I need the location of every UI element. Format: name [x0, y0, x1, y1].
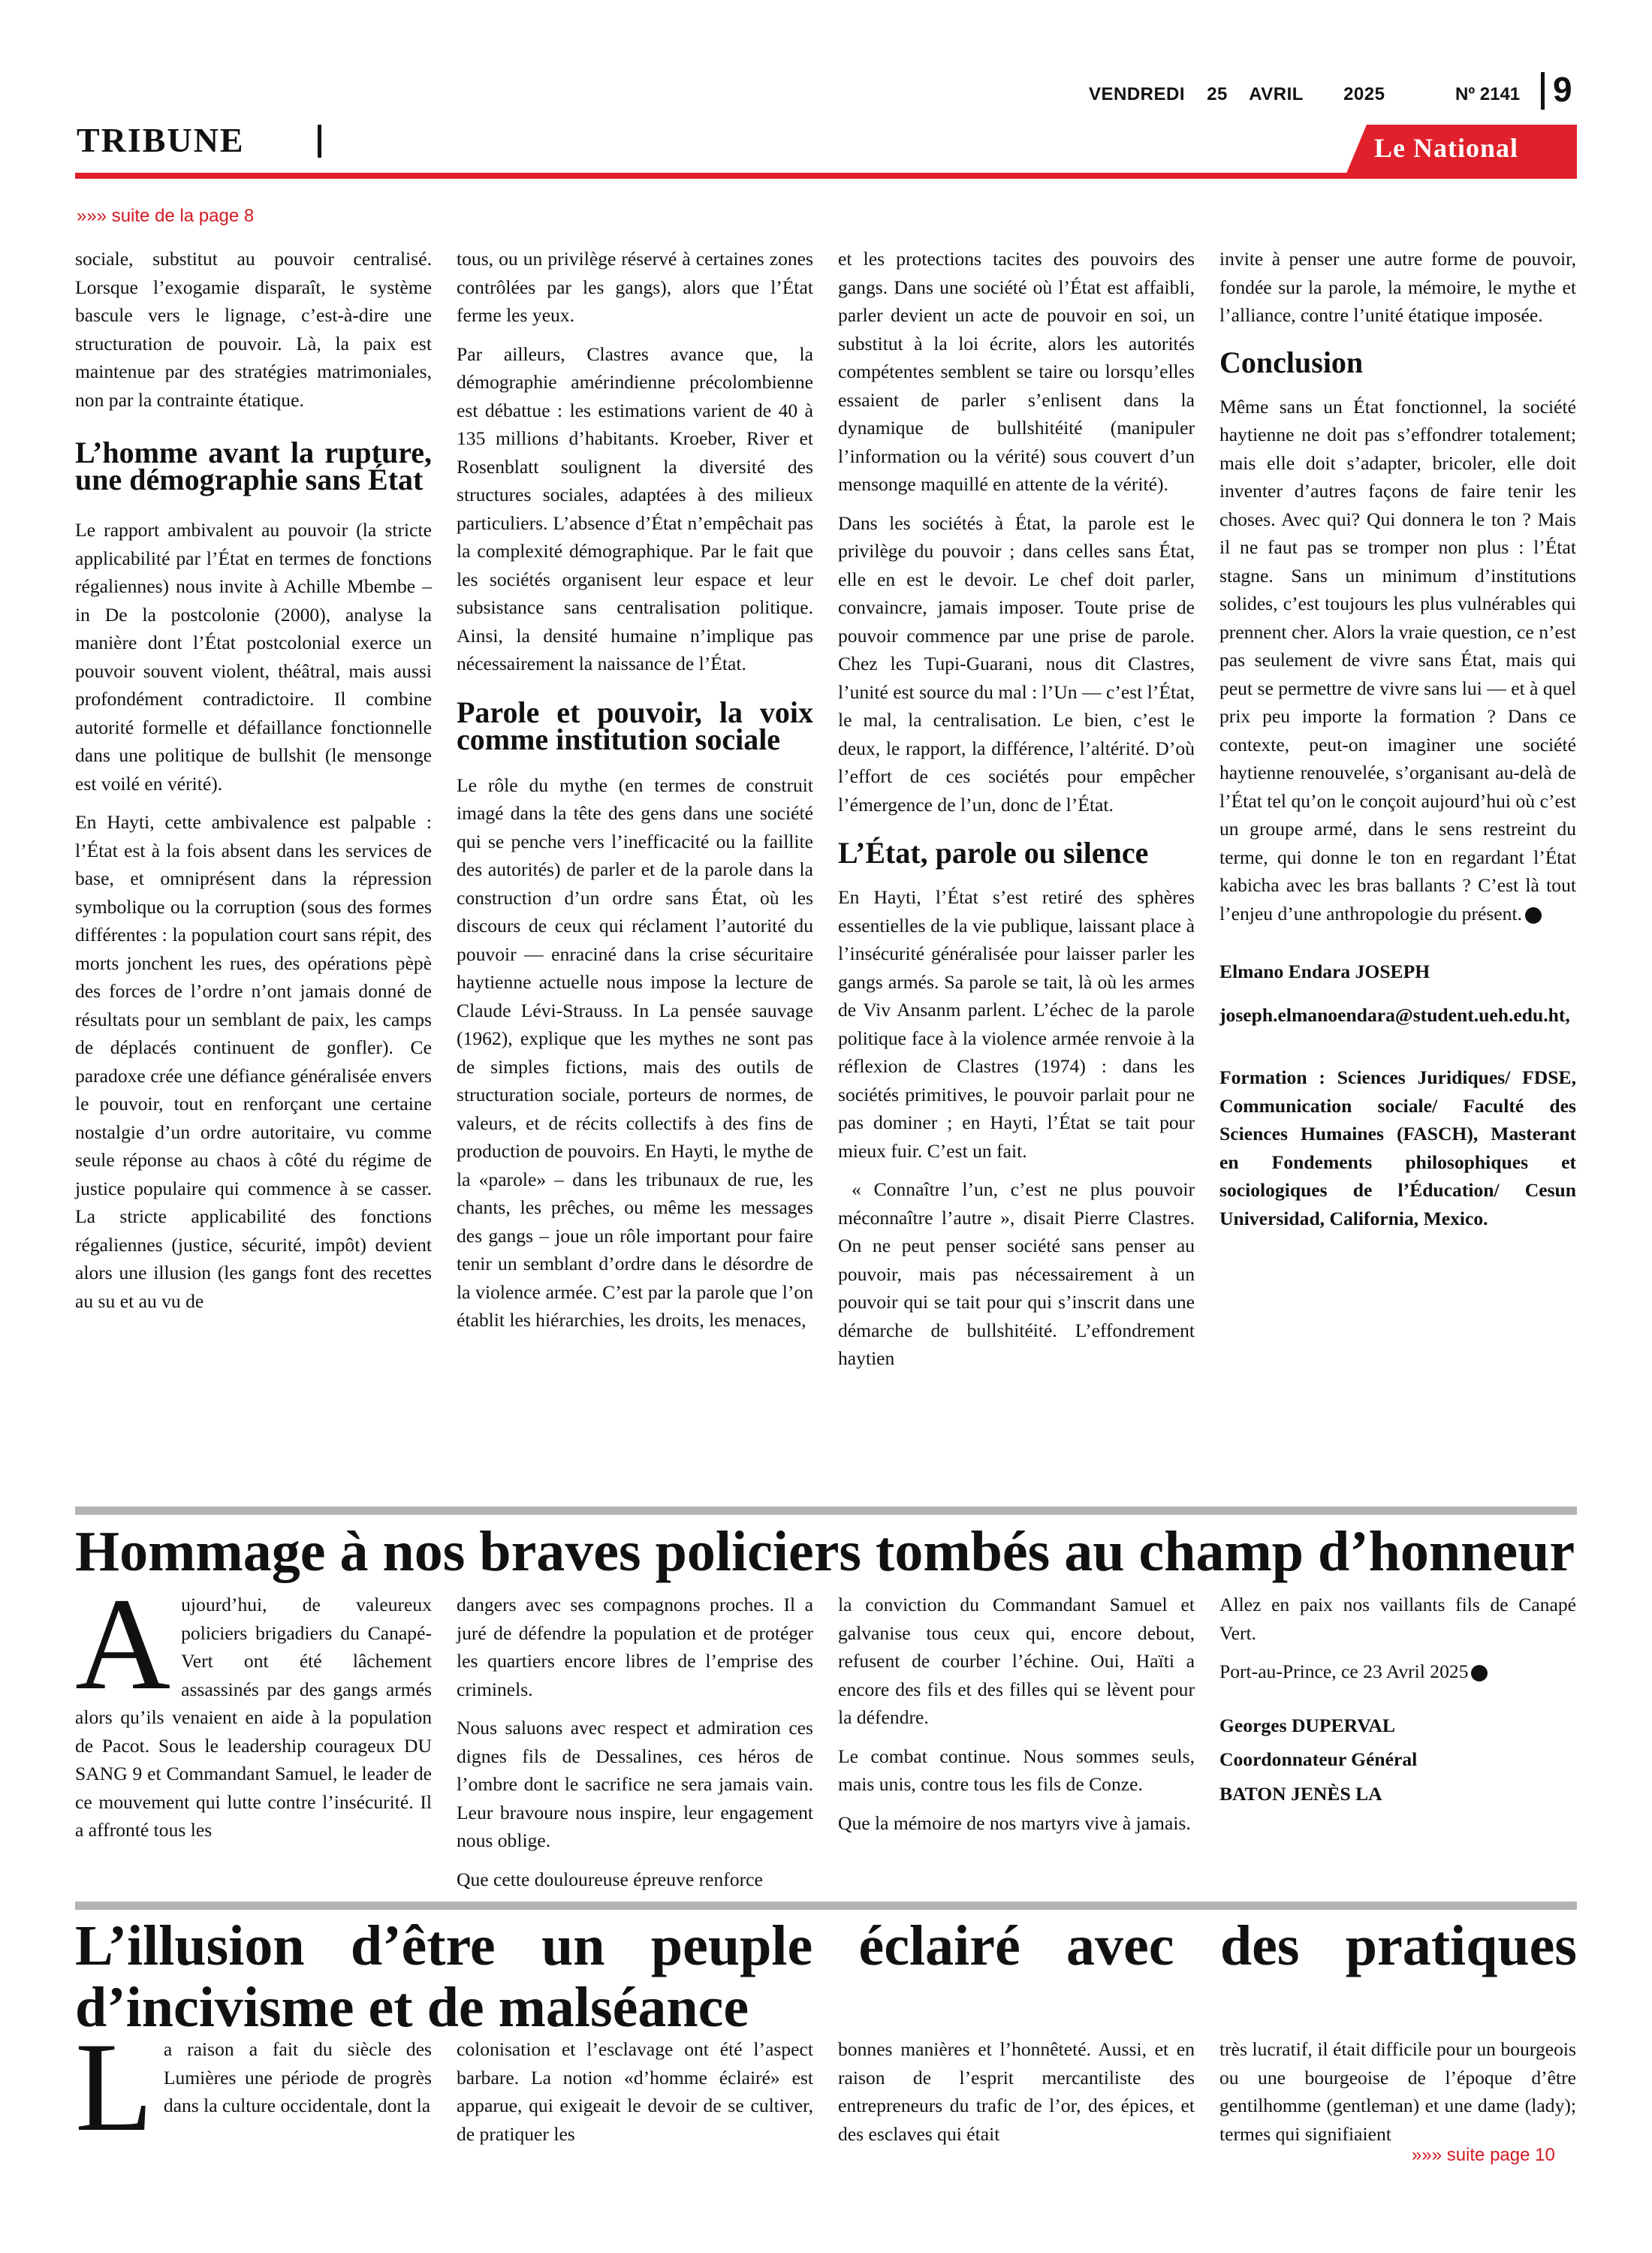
issue-year: 2025: [1343, 84, 1385, 104]
newspaper-name: Le National: [1374, 133, 1519, 163]
dateline: Port-au-Prince, ce 23 Avril 2025: [1219, 1660, 1469, 1682]
paragraph: [75, 2016, 432, 2158]
paragraph: Le rôle du mythe (en termes de construit imagé dans la tête des gens dans une société qui se penche vers l’inefficacité ou la faillite des autorités) de parler et de la parole dans la construction d’un ordre sans État, où les discours de ceux qui réclament l’autorité du pouvoir — enraciné dans la crise sécuritaire haytienne actuelle nous impose la lecture de Claude Lévi-Strauss. In La pensée sauvage (1962), explique que les mythes ne sont pas de simples fictions, mais des outils de structuration sociale, porteurs de normes, de valeurs, et de récits collectifs à des fins de production de pouvoirs. En Hayti, le mythe de la «parole» – dans les tribunaux de rue, les chants, les prêches, ou même les messages des gangs – joue un rôle important pour faire tenir un semblant d’ordre dans le désordre de la violence armée. C’est par la parole que l’on établit les hiérarchies, les droits, les menaces,: [457, 774, 813, 1331]
subheading: L’homme avant la rupture, une démographie sans État: [75, 436, 432, 496]
paragraph: En Hayti, l’État s’est retiré des sphères essentielles de la vie publique, laissant place à l’insécurité généralisée pour laisser parler les gangs armés. Sa parole se tait, là où les armes de Viv Ansanm parlent. L’échec de la parole politique face à la violence armée renvoie à la réflexion de Clastres (1974) : dans les sociétés primitives, le pouvoir parlait pour ne pas dominer ; en Hayti, l’État se tait pour mieux fuir. C’est un fait.: [838, 886, 1195, 1162]
paragraph: Dans les sociétés à État, la parole est le privilège du pouvoir ; dans celles sans État, elle en est le devoir. Le chef doit parler, convaincre, jamais imposer. Toute prise de pouvoir commence par une prise de parole. Chez les Tupi-Guarani, nous dit Clastres, l’unité est source du mal : l’Un — c’est l’État, le mal, la centralisation. Le bien, c’est le deux, le rapport, la différence, l’altérité. D’où l’effort de ces sociétés pour empêcher l’émergence de l’un, donc de l’État.: [838, 511, 1195, 816]
drop-cap: L: [75, 2016, 153, 2158]
headline-line-1: L’illusion d’être un peuple éclairé avec des pratiques: [75, 1914, 1577, 1977]
article1-column-4: [1219, 245, 1576, 1243]
paragraph: Allez en paix nos vaillants fils de Canapé Vert.: [1219, 1594, 1576, 1644]
paragraph: la conviction du Commandant Samuel et galvanise tous ceux qui, encore debout, refusent de courber l’échine. Oui, Haïti a encore des fils et des filles qui se lèvent pour la défendre.: [838, 1594, 1195, 1728]
subheading: Conclusion: [1219, 345, 1364, 379]
paragraph: tous, ou un privilège réservé à certaines zones contrôlées par les gangs), alors que l’État ferme les yeux.: [457, 248, 813, 326]
issue-day: VENDREDI: [1089, 84, 1186, 104]
continued-to-link[interactable]: »»» suite page 10: [1412, 2145, 1555, 2165]
article1-column-3: [838, 245, 1195, 1383]
section-rule: [75, 1902, 1577, 1910]
page-number: 9: [1553, 70, 1572, 109]
end-mark-icon: [1471, 1665, 1488, 1681]
paragraph: Par ailleurs, Clastres avance que, la démographie amérindienne précolombienne est débattue : les estimations varient de 40 à 135 millions d’habitants. Kroeber, River et Rosenblatt soulignent la diversité des structures sociales, adaptées à des milieux particuliers. L’absence d’État n’empêchait pas la complexité démographique. Par le fait que les sociétés organisent leur espace et leur subsistance sans centralisation politique. Ainsi, la densité humaine n’implique pas nécessairement la naissance de l’État.: [457, 342, 813, 674]
headline-line-2: d’incivisme et de malséance: [75, 1976, 749, 2039]
lead-text: a raison a fait du siècle des Lumières une période de progrès dans la culture occidentale, dont la: [163, 2038, 432, 2116]
issue-month: AVRIL: [1249, 84, 1304, 104]
paragraph: colonisation et l’esclavage ont été l’aspect barbare. La notion «d’homme éclairé» est apparue, qui exigeait le devoir de se cultiver, de pratiquer les: [457, 2038, 813, 2145]
article3-headline: [75, 1915, 1577, 2038]
author-bio: Formation : Sciences Juridiques/ FDSE, Communication sociale/ Faculté des Sciences Humaines (FASCH), Masterant en Fondements philosophiques et sociologiques de l’Éducation/ Cesun Universidad, California, Mexico.: [1219, 1066, 1576, 1229]
article1-column-1: [75, 245, 432, 1326]
signatory-name: Georges DUPERVAL: [1219, 1714, 1395, 1736]
paragraph: très lucratif, il était difficile pour un bourgeois ou une bourgeoise de l’époque d’être gentilhomme (gentleman) et une dame (lady); termes qui signifiaient: [1219, 2038, 1576, 2145]
issue-date: [1089, 84, 1401, 105]
paragraph: « Connaître l’un, c’est ne plus pouvoir méconnaître l’autre », disait Pierre Clastres. On ne peut penser société sans penser au pouvoir, mais pas nécessairement à un pouvoir qui se tait pour qui s’inscrit dans une démarche de bullshitéité. L’effondrement haytien: [838, 1178, 1195, 1369]
drop-cap: A: [75, 1571, 171, 1718]
article2-column-1: [75, 1571, 432, 1855]
author-email[interactable]: joseph.elmanoendara@student.ueh.edu.ht,: [1219, 1003, 1570, 1026]
issue-number: Nº 2141: [1455, 84, 1521, 104]
paragraph: Que cette douloureuse épreuve renforce: [457, 1868, 763, 1890]
article3-column-4: [1219, 2035, 1576, 2158]
paragraph: En Hayti, cette ambivalence est palpable : l’État est à la fois absent dans les services de base, et omniprésent dans la répression symbolique ou la corruption (sous des formes différentes : la population court sans répit, des morts jonchent les rues, des opérations pèpè des forces de l’ordre n’ont jamais donné de résultats pour un semblant de paix, les camps de déplacés continuent de gonfler). Ce paradoxe crée une défiance généralisée envers le pouvoir, tout en renforçant une certaine nostalgie d’un ordre autoritaire, vu comme seule réponse au chaos à côté du régime de justice populaire qui commence à se casser. La stricte applicabilité des fonctions régaliennes (justice, sécurité, impôt) devient alors une illusion (les gangs font des recettes au su et au vu de: [75, 811, 432, 1312]
paragraph: Le rapport ambivalent au pouvoir (la stricte applicabilité par l’État en termes de fonctions régaliennes) nous invite à Achille Mbembe – in De la postcolonie (2000), analyse la manière dont l’État postcolonial exerce un pouvoir souvent violent, théâtral, mais aussi profondément contradictoire. Il combine autorité formelle et défaillance fonctionnelle dans une politique de bullshit (le mensonge est voilé en vérité).: [75, 519, 432, 795]
section-title: TRIBUNE: [77, 121, 245, 159]
header-divider: [1541, 72, 1545, 110]
lead-text: ujourd’hui, de valeureux policiers brigadiers du Canapé-Vert ont été lâchement assassinés par des gangs armés alors qu’ils venaient en aide à la population de Pacot. Sous le leadership courageux DU SANG 9 et Commandant Samuel, le leader de ce mouvement qui lutte contre l’insécurité. Il a affronté tous les: [75, 1594, 432, 1841]
article1-column-2: [457, 245, 813, 1345]
paragraph: [1219, 393, 1576, 928]
paragraph: invite à penser une autre forme de pouvoir, fondée sur la parole, la mémoire, le mythe et l’alliance, contre l’unité étatique imposée.: [1219, 248, 1576, 326]
paragraph: et les protections tacites des pouvoirs des gangs. Dans une société où l’État est affaibli, parler devient un acte de pouvoir en soi, un substitut à la loi écrite, alors les autorités compétentes semblent se taire ou lorsqu’elles essaient de parler s’enlisent dans la dynamique de bullshitéité (manipuler l’information ou la vérité) sous couvert d’un mensonge maquillé en attente de la vérité).: [838, 248, 1195, 495]
end-mark-icon: [1525, 907, 1542, 924]
author-name: Elmano Endara JOSEPH: [1219, 961, 1430, 982]
subheading: L’État, parole ou silence: [838, 836, 1149, 870]
signatory-title: Coordonnateur Général: [1219, 1748, 1418, 1770]
subheading: Parole et pouvoir, la voix comme institution sociale: [457, 695, 813, 756]
paragraph: Que la mémoire de nos martyrs vive à jamais.: [838, 1811, 1191, 1834]
conclusion-text: Même sans un État fonctionnel, la société haytienne ne doit pas s’effondrer totalement; mais elle doit s’adapter, bricoler, elle doit inventer d’autres façons de faire tenir les choses. Avec qui? Qui donnera le ton ? Mais il ne faut pas se tromper non plus : l’État stagne. Sans un minimum d’institutions solides, c’est toujours les plus vulnérables qui prennent cher. Alors la vraie question, ce n’est pas seulement de vivre sans État, mais qui peut se permettre de vivre sans lui — et à quel prix peu importe la formation ? Dans ce contexte, peut-on imaginer une société haytienne renouvelée, s’organisant au-delà de l’État tel qu’on le conçoit aujourd’hui où c’est un groupe armé, dans le sens restreint du terme, qui donne le ton en regardant l’État kabicha avec les bras ballants ? C’est là tout l’enjeu d’une anthropologie du présent.: [1219, 395, 1576, 924]
article2-column-3: [838, 1591, 1195, 1847]
paragraph: dangers avec ses compagnons proches. Il a juré de défendre la population et de protéger les quartiers encore libres de l’emprise des criminels.: [457, 1594, 813, 1700]
paragraph: [75, 1571, 432, 1844]
continued-from-link[interactable]: »»» suite de la page 8: [77, 206, 255, 226]
article2-column-4: [1219, 1591, 1576, 1818]
paragraph: Nous saluons avec respect et admiration ces dignes fils de Dessalines, ces héros de l’ombre dont le sacrifice ne sera jamais vain. Leur bravoure nous inspire, leur engagement nous oblige.: [457, 1717, 813, 1851]
paragraph: bonnes manières et l’honnêteté. Aussi, et en raison de l’esprit mercantiliste des entrepreneurs du trafic de l’or, des épices, et des esclaves qui était: [838, 2038, 1195, 2145]
article3-column-2: [457, 2035, 813, 2158]
paragraph: sociale, substitut au pouvoir centralisé. Lorsque l’exogamie disparaît, le système bascule vers le lignage, c’est-à-dire une structuration de pouvoir. Là, la paix est maintenue par des stratégies matrimoniales, non par la contrainte étatique.: [75, 248, 432, 411]
paragraph: [1219, 1657, 1576, 1686]
signatory-organization: BATON JENÈS LA: [1219, 1782, 1382, 1805]
article2-headline: Hommage à nos braves policiers tombés au champ d’honneur: [75, 1520, 1575, 1583]
section-divider: [318, 125, 321, 158]
paragraph: Le combat continue. Nous sommes seuls, mais unis, contre tous les fils de Conze.: [838, 1745, 1195, 1795]
article2-column-2: [457, 1591, 813, 1904]
issue-date-number: 25: [1207, 84, 1228, 104]
article3-column-3: [838, 2035, 1195, 2158]
section-rule: [75, 1507, 1577, 1515]
article3-column-1: [75, 2016, 432, 2158]
